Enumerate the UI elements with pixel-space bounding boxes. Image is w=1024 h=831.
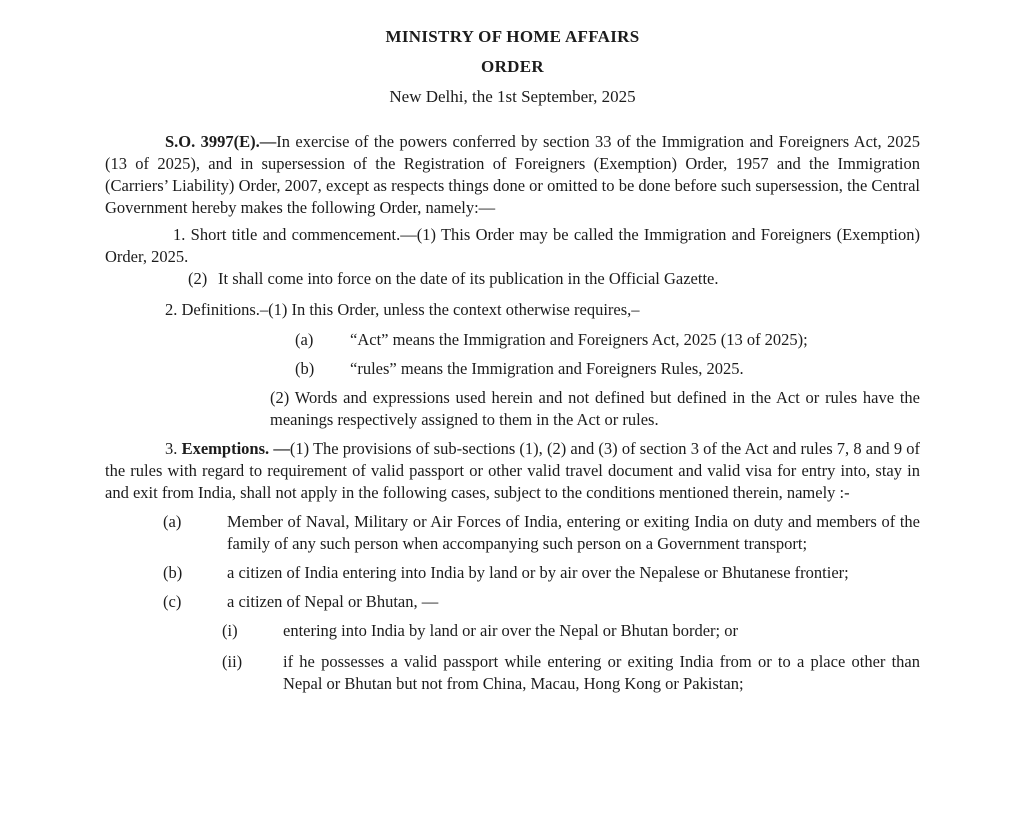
section-2-sub-2: (2) Words and expressions used herein and not defined but defined in the Act or rules have the meanings respectively assigned to them in the Act or rules. — [270, 388, 920, 429]
clause-marker: (b) — [295, 359, 315, 378]
subclause-marker: (i) — [222, 621, 238, 640]
section-2-heading: 2. Definitions.–(1) In this Order, unless the context otherwise requires,– — [165, 300, 640, 319]
preamble-paragraph — [105, 131, 920, 219]
clause-marker: (c) — [163, 592, 182, 611]
clause-text: a citizen of India entering into India by land or by air over the Nepalese or Bhutanese frontier; — [227, 563, 849, 582]
clause-marker: (b) — [163, 563, 183, 582]
subclause-text: entering into India by land or air over the Nepal or Bhutan border; or — [283, 621, 738, 640]
section-3-text: (1) The provisions of sub-sections (1), (2) and (3) of section 3 of the Act and rules 7, 8 and 9 of the rules with regard to requirement of valid passport or other valid travel document and valid visa for entry into, stay in and exit from India, shall not apply in the following cases, subject to the conditions mentioned therein, namely :- — [105, 439, 920, 502]
clause-marker: (a) — [163, 512, 182, 531]
section-1-sub-2 — [188, 268, 920, 290]
subclause-text: if he possesses a valid passport while entering or exiting India from or to a place other than Nepal or Bhutan but not from China, Macau, Hong Kong or Pakistan; — [283, 652, 920, 693]
clause-3b — [163, 562, 920, 584]
subclause-marker: (ii) — [222, 652, 243, 671]
sub-clause-text: It shall come into force on the date of its publication in the Official Gazette. — [218, 269, 719, 288]
so-number: S.O. 3997(E).— — [165, 132, 277, 151]
clause-2a — [295, 329, 920, 351]
clause-text: Member of Naval, Military or Air Forces of India, entering or exiting India on duty and members of the family of any such person when accompanying such person on a Government transport; — [227, 512, 920, 553]
section-1-paragraph: 1. Short title and commencement.—(1) This Order may be called the Immigration and Foreigners (Exemption) Order, 2025. — [105, 225, 920, 266]
dateline: New Delhi, the 1st September, 2025 — [389, 87, 636, 106]
subclause-3c-ii — [222, 651, 920, 695]
sub-clause-marker: (2) — [188, 269, 208, 288]
clause-3a — [163, 511, 920, 555]
clause-text: “Act” means the Immigration and Foreigners Act, 2025 (13 of 2025); — [350, 330, 808, 349]
clause-text: a citizen of Nepal or Bhutan, — — [227, 592, 439, 611]
clause-2b — [295, 358, 920, 380]
document-type: ORDER — [481, 57, 544, 76]
subclause-3c-i — [222, 620, 920, 642]
ministry-title: MINISTRY OF HOME AFFAIRS — [385, 27, 640, 46]
preamble-text: In exercise of the powers conferred by section 33 of the Immigration and Foreigners Act, 2025 (13 of 2025), and in supersession of the Registration of Foreigners (Exemption) Order, 1957 and the Immigration (Carriers’ Liability) Order, 2007, except as respects things done or omitted to be done before such supersession, the Central Government hereby makes the following Order, namely:— — [105, 132, 920, 217]
section-3-title: Exemptions. — — [181, 439, 290, 458]
section-3-paragraph — [105, 438, 920, 504]
section-3-number: 3. — [165, 439, 182, 458]
clause-marker: (a) — [295, 330, 314, 349]
clause-3c — [163, 591, 920, 613]
clause-text: “rules” means the Immigration and Foreigners Rules, 2025. — [350, 359, 744, 378]
